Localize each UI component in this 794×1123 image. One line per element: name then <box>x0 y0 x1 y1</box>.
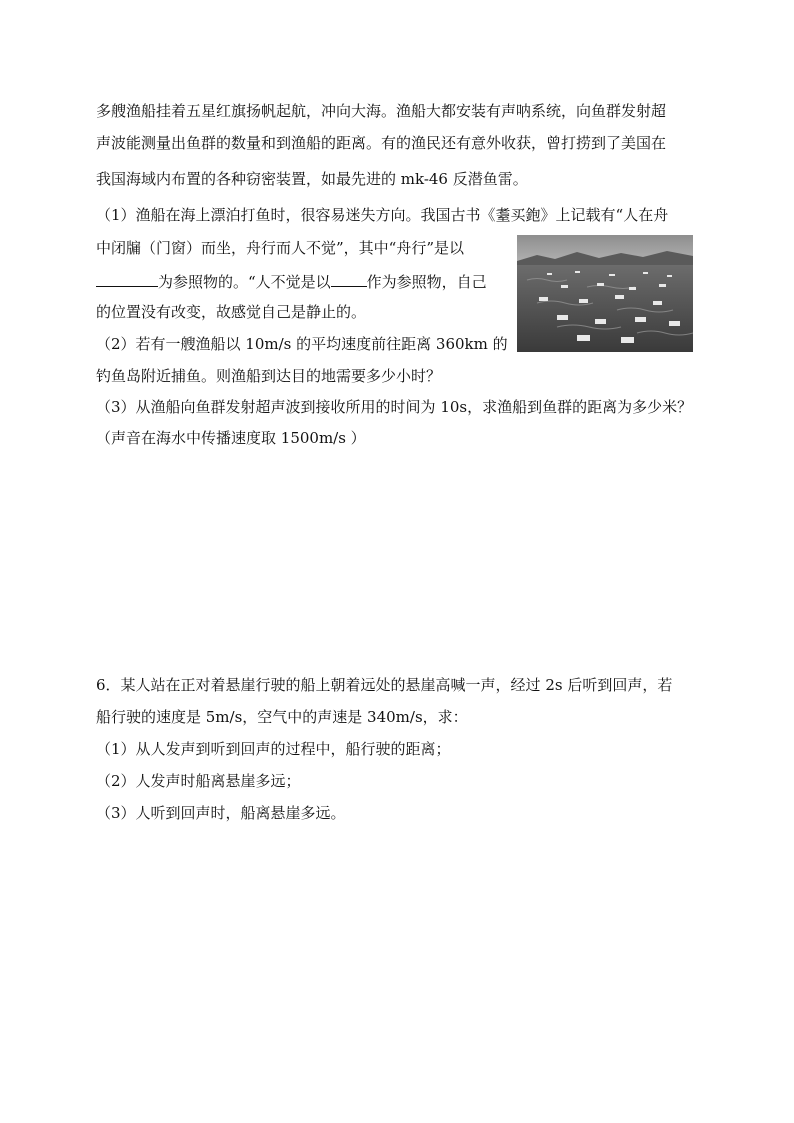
q5-part1-line-1: （1）渔船在海上漂泊打鱼时，很容易迷失方向。我国古书《耋买鉋》上记载有“人在舟 <box>96 206 669 224</box>
q5-part2-line-1: （2）若有一艘渔船以 10m/s 的平均速度前往距离 360km 的 <box>96 335 508 353</box>
q5-part1-line-3 <box>96 270 487 292</box>
q6-part-3: （3）人听到回声时，船离悬崖多远。 <box>96 804 346 822</box>
answer-blank-1[interactable] <box>96 270 158 287</box>
passage-line-1: 多艘渔船挂着五星红旗扬帆起航，冲向大海。渔船大都安装有声呐系统，向鱼群发射超 <box>96 102 667 120</box>
q5-part1-line-3b: 作为参照物，自己 <box>366 273 487 291</box>
q5-part1-line-4: 的位置没有改变，故感觉自己是静止的。 <box>96 303 367 321</box>
answer-blank-2[interactable] <box>331 270 367 287</box>
q5-part1-line-3a: 为参照物的。“人不觉是以 <box>158 273 331 291</box>
q6-part-1: （1）从人发声到听到回声的过程中，船行驶的距离； <box>96 740 451 758</box>
q5-part1-line-2: 中闭牖（门窗）而坐，舟行而人不觉”，其中“舟行”是以 <box>96 239 465 257</box>
passage-line-2: 声波能测量出鱼群的数量和到渔船的距离。有的渔民还有意外收获，曾打捞到了美国在 <box>96 134 667 152</box>
q6-part-2: （2）人发声时船离悬崖多远； <box>96 772 301 790</box>
q5-part3-line-1: （3）从渔船向鱼群发射超声波到接收所用的时间为 10s，求渔船到鱼群的距离为多少米？ <box>96 398 693 416</box>
passage-line-3: 我国海域内布置的各种窃密装置，如最先进的 mk-46 反潜鱼雷。 <box>96 170 528 188</box>
q5-part3-line-2: （声音在海水中传播速度取 1500m/s ） <box>96 429 366 447</box>
q6-line-2: 船行驶的速度是 5m/s，空气中的声速是 340m/s，求： <box>96 708 468 726</box>
q5-part2-line-2: 钓鱼岛附近捕鱼。则渔船到达目的地需要多少小时？ <box>96 367 442 385</box>
fishing-boats-photo <box>517 235 693 352</box>
q6-line-1: 6．某人站在正对着悬崖行驶的船上朝着远处的悬崖高喊一声，经过 2s 后听到回声，若 <box>96 676 673 694</box>
